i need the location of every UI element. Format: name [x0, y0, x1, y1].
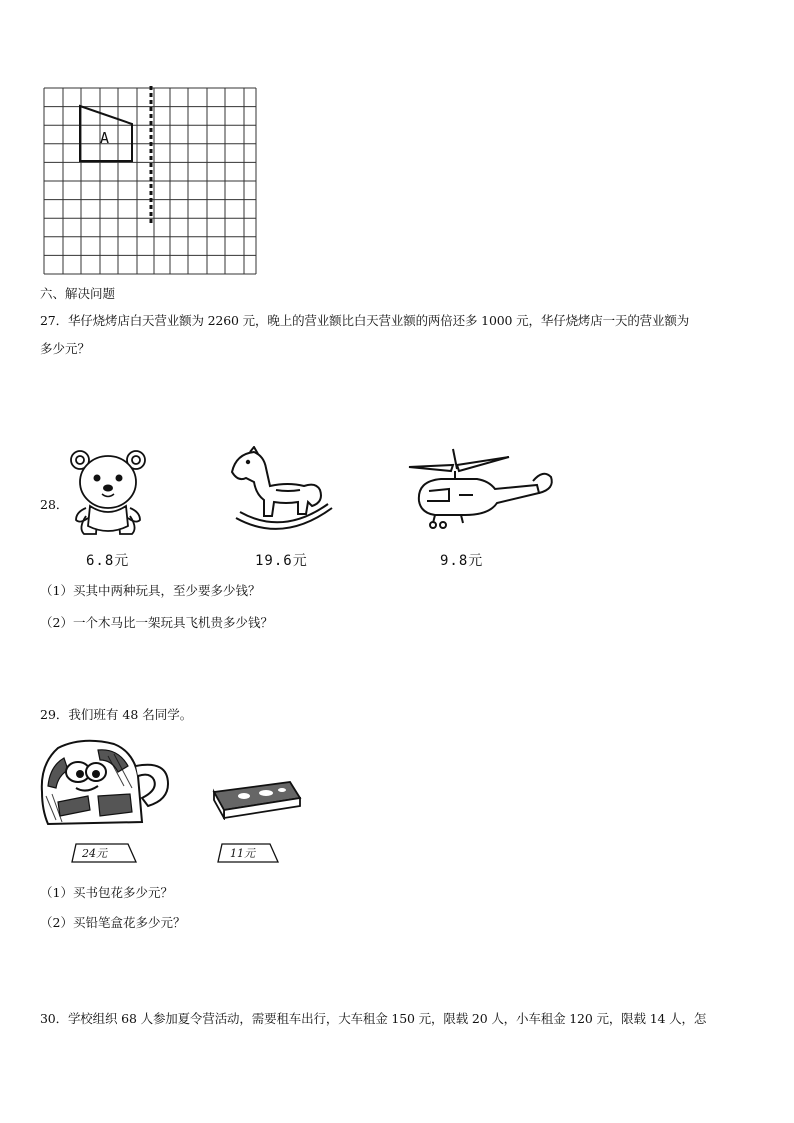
q28-number: 28．: [40, 497, 69, 512]
price-tag-pencil-case-text: 11元: [230, 847, 255, 860]
section-heading: 六、解决问题: [40, 286, 116, 301]
grid-figure: [40, 85, 260, 277]
teddy-bear-icon: [66, 446, 150, 538]
rocking-horse-icon: [228, 446, 338, 536]
shape-a-label: A: [100, 129, 110, 147]
q29-sub1: （1）买书包花多少元？: [40, 885, 173, 900]
q27-text-line1: 27．华仔烧烤店白天营业额为 2260 元，晚上的营业额比白天营业额的两倍还多 1000 元，华仔烧烤店一天的营业额为: [40, 313, 690, 328]
toy-helicopter-icon: [405, 445, 555, 531]
q30-text-line1: 30．学校组织 68 人参加夏令营活动，需要租车出行，大车租金 150 元，限载 20 人，小车租金 120 元，限载 14 人，怎: [40, 1011, 707, 1026]
toy-price-horse: 19.6元: [255, 553, 308, 569]
q28-sub1: （1）买其中两种玩具，至少要多少钱？: [40, 583, 261, 598]
price-tag-bag-text: 24元: [82, 847, 107, 860]
q29-sub2: （2）买铅笔盒花多少元？: [40, 915, 186, 930]
q29-intro: 29．我们班有 48 名同学。: [40, 707, 193, 722]
q28-sub2: （2）一个木马比一架玩具飞机贵多少钱？: [40, 615, 273, 630]
school-bag-icon: [38, 736, 172, 828]
pencil-case-icon: [210, 778, 302, 820]
q27-text-line2: 多少元？: [40, 341, 91, 356]
toy-price-teddy: 6.8元: [86, 553, 130, 569]
toy-price-helicopter: 9.8元: [440, 553, 484, 569]
